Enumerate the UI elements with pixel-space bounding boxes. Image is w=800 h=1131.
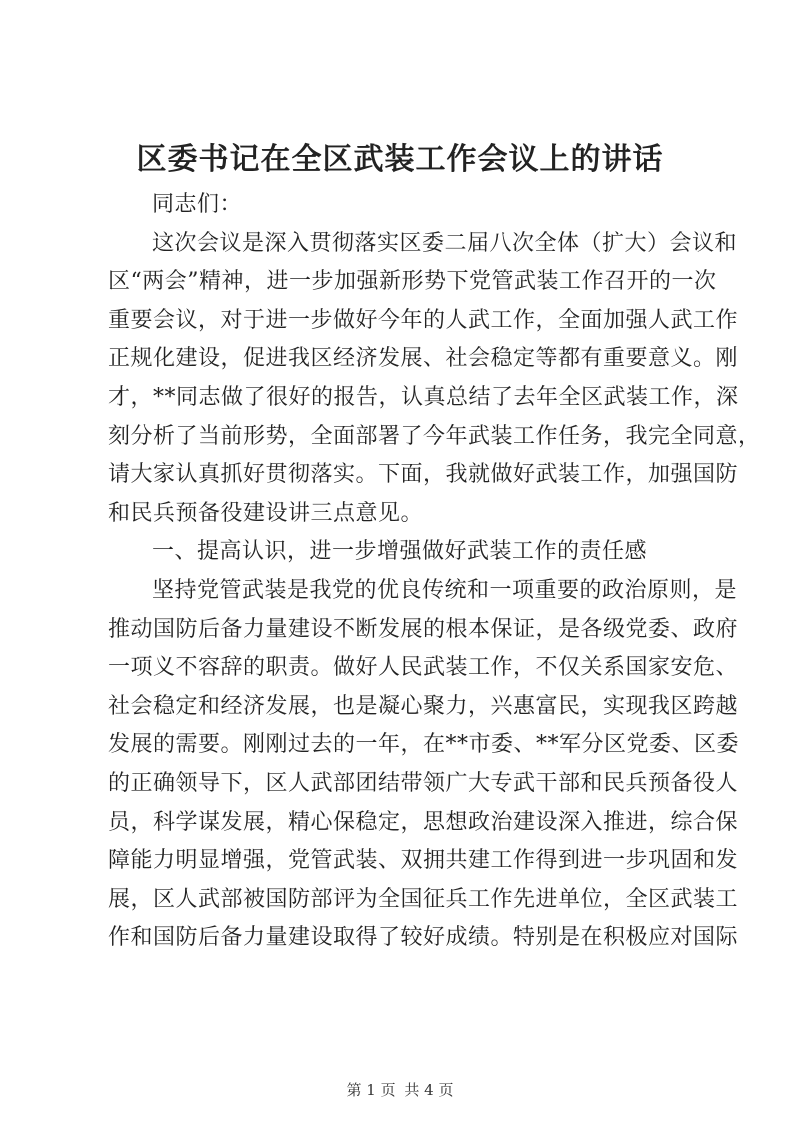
body-line: 刻分析了当前形势，全面部署了今年武装工作任务，我完全同意，	[108, 423, 761, 449]
body-line: 一、提高认识，进一步增强做好武装工作的责任感	[152, 539, 648, 565]
body-line: 一项义不容辞的职责。做好人民武装工作，不仅关系国家安危、	[108, 655, 739, 681]
body-line: 推动国防后备力量建设不断发展的根本保证，是各级党委、政府	[108, 616, 739, 642]
body-line: 才，**同志做了很好的报告，认真总结了去年全区武装工作，深	[108, 384, 739, 410]
body-line: 展，区人武部被国防部评为全国征兵工作先进单位，全区武装工	[108, 886, 739, 912]
body-line: 和民兵预备役建设讲三点意见。	[108, 500, 424, 526]
body-line: 作和国防后备力量建设取得了较好成绩。特别是在积极应对国际	[108, 925, 739, 951]
body-line: 的正确领导下，区人武部团结带领广大专武干部和民兵预备役人	[108, 770, 739, 796]
body-line: 员，科学谋发展，精心保稳定，思想政治建设深入推进，综合保	[108, 809, 739, 835]
page-total: 共 4 页	[404, 1081, 454, 1099]
body-line: 社会稳定和经济发展，也是凝心聚力，兴惠富民，实现我区跨越	[108, 693, 739, 719]
body-line: 重要会议，对于进一步做好今年的人武工作，全面加强人武工作	[108, 307, 739, 333]
body-line: 这次会议是深入贯彻落实区委二届八次全体（扩大）会议和	[152, 230, 738, 256]
document-body	[108, 186, 761, 958]
body-line: 区“两会”精神，进一步加强新形势下党管武装工作召开的一次	[108, 269, 717, 295]
body-line: 障能力明显增强，党管武装、双拥共建工作得到进一步巩固和发	[108, 848, 739, 874]
page-footer	[0, 1080, 800, 1100]
page-number: 第 1 页	[346, 1081, 396, 1099]
body-line: 发展的需要。刚刚过去的一年，在**市委、**军分区党委、区委	[108, 732, 740, 758]
body-line: 请大家认真抓好贯彻落实。下面，我就做好武装工作，加强国防	[108, 462, 739, 488]
document-title: 区委书记在全区武装工作会议上的讲话	[136, 142, 664, 177]
body-line: 同志们：	[152, 192, 243, 217]
body-line: 正规化建设，促进我区经济发展、社会稳定等都有重要意义。刚	[108, 346, 739, 372]
body-line: 坚持党管武装是我党的优良传统和一项重要的政治原则，是	[152, 577, 738, 603]
